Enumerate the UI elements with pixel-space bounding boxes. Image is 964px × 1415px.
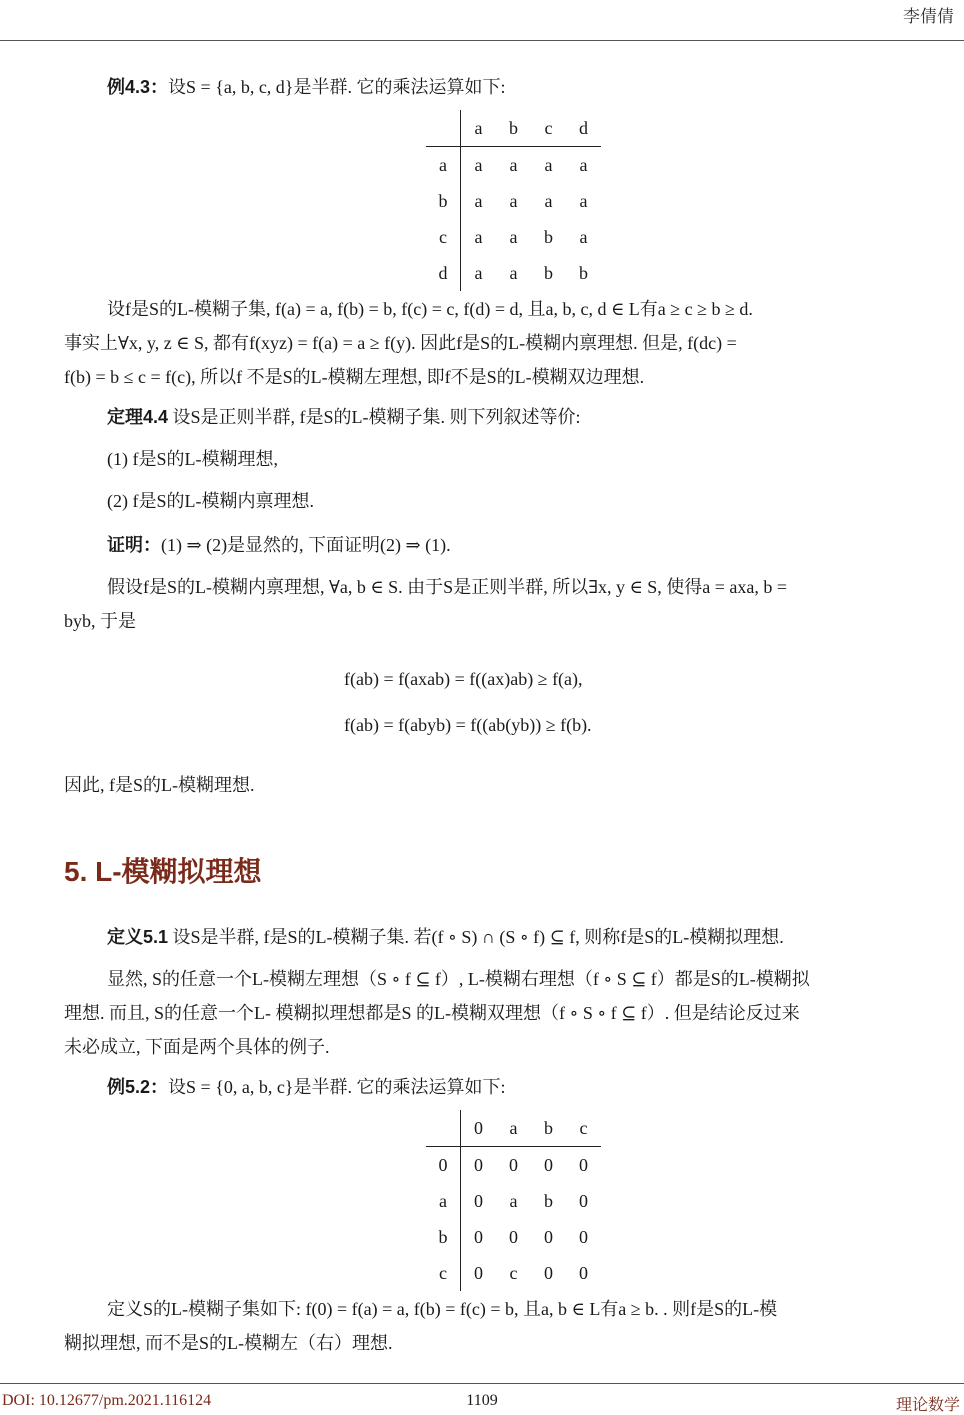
example-text: 设S = {0, a, b, c}是半群. 它的乘法运算如下: xyxy=(168,1077,506,1097)
table-cell: 0 xyxy=(544,1262,553,1283)
example-label: 例5.2： xyxy=(107,1077,169,1097)
proof-conclusion: 因此, f是S的L-模糊理想. xyxy=(64,775,255,795)
table-cell: b xyxy=(544,1190,553,1211)
remark-line: 未必成立, 下面是两个具体的例子. xyxy=(64,1037,330,1057)
equation-2: f(ab) = f(abyb) = f((ab(yb)) ≥ f(b). xyxy=(344,715,592,735)
table-corner xyxy=(426,1110,461,1147)
row-header: a xyxy=(426,147,461,184)
paragraph-line: 设f是S的L-模糊子集, f(a) = a, f(b) = b, f(c) = c, f(d) = d, 且a, b, c, d ∈ L有a ≥ c ≥ b ≥ d. xyxy=(107,299,753,319)
proof-label: 证明： xyxy=(107,535,161,555)
proof-paragraph: byb, 于是 xyxy=(64,611,136,631)
table-row xyxy=(426,1219,601,1255)
row-header: d xyxy=(426,255,461,291)
row-header: b xyxy=(426,1219,461,1255)
proof-text: (1) ⇒ (2)是显然的, 下面证明(2) ⇒ (1). xyxy=(161,535,451,555)
row-header: a xyxy=(426,1183,461,1219)
table-cell: a xyxy=(509,226,518,247)
theorem-item-2: (2) f是S的L-模糊内禀理想. xyxy=(107,491,314,511)
table-cell: 0 xyxy=(579,1226,588,1247)
row-header: c xyxy=(426,1255,461,1291)
row-header: b xyxy=(426,183,461,219)
equation-1: f(ab) = f(axab) = f((ax)ab) ≥ f(a), xyxy=(344,669,583,689)
example-label: 例4.3： xyxy=(107,77,169,97)
table-cell: 0 xyxy=(544,1154,553,1175)
column-header: d xyxy=(566,110,601,147)
table-cell: a xyxy=(474,190,483,211)
theorem-4-4 xyxy=(107,404,581,430)
table-cell: 0 xyxy=(474,1226,483,1247)
page-number: 1109 xyxy=(466,1392,498,1409)
table-cell: a xyxy=(579,226,588,247)
table-row xyxy=(426,1255,601,1291)
theorem-label: 定理4.4 xyxy=(107,407,169,427)
header-divider xyxy=(0,40,964,41)
section-heading: 5. L-模糊拟理想 xyxy=(64,856,262,887)
footer-doi: DOI: 10.12677/pm.2021.116124 xyxy=(2,1392,212,1409)
column-header: c xyxy=(531,110,566,147)
table-cell: a xyxy=(474,226,483,247)
paragraph-line: 定义S的L-模糊子集如下: f(0) = f(a) = a, f(b) = f(c) = b, 且a, b ∈ L有a ≥ b. . 则f是S的L-模 xyxy=(107,1299,778,1319)
definition-label: 定义5.1 xyxy=(107,927,169,947)
table-cell: 0 xyxy=(544,1226,553,1247)
example-4-3 xyxy=(107,74,505,100)
table-cell: c xyxy=(509,1262,518,1283)
table-cell: a xyxy=(474,262,483,283)
theorem-text: 设S是正则半群, f是S的L-模糊子集. 则下列叙述等价: xyxy=(168,407,581,427)
table-cell: 0 xyxy=(579,1154,588,1175)
row-header: c xyxy=(426,219,461,255)
table-cell: a xyxy=(474,154,483,175)
table-cell: b xyxy=(544,226,553,247)
table-cell: 0 xyxy=(509,1154,518,1175)
table-row xyxy=(426,183,601,219)
paragraph-line: 糊拟理想, 而不是S的L-模糊左（右）理想. xyxy=(64,1333,393,1353)
example-5-2 xyxy=(107,1074,505,1100)
column-header: c xyxy=(566,1110,601,1147)
journal-name: 理论数学 xyxy=(895,1397,960,1414)
table-cell: a xyxy=(544,154,553,175)
table-cell: a xyxy=(509,1190,518,1211)
remark-line: 显然, S的任意一个L-模糊左理想（S ∘ f ⊆ f）, L-模糊右理想（f ∘ S ⊆ f）都是S的L-模糊拟 xyxy=(107,969,810,989)
column-header: 0 xyxy=(461,1110,497,1147)
table-cell: a xyxy=(544,190,553,211)
column-header: a xyxy=(496,1110,531,1147)
table-cell: b xyxy=(579,262,588,283)
table-cell: 0 xyxy=(509,1226,518,1247)
multiplication-table-2 xyxy=(426,1110,601,1291)
column-header: b xyxy=(531,1110,566,1147)
table-cell: a xyxy=(509,154,518,175)
table-cell: a xyxy=(509,262,518,283)
remark-line: 理想. 而且, S的任意一个L- 模糊拟理想都是S 的L-模糊双理想（f ∘ S ∘ f ⊆ f）. 但是结论反过来 xyxy=(64,1003,800,1023)
table-cell: b xyxy=(544,262,553,283)
row-header: 0 xyxy=(426,1147,461,1184)
column-header: b xyxy=(496,110,531,147)
multiplication-table-1 xyxy=(426,110,601,291)
proof-paragraph: 假设f是S的L-模糊内禀理想, ∀a, b ∈ S. 由于S是正则半群, 所以∃x, y ∈ S, 使得a = axa, b = xyxy=(107,577,788,597)
example-text: 设S = {a, b, c, d}是半群. 它的乘法运算如下: xyxy=(168,77,506,97)
column-header: a xyxy=(461,110,497,147)
table-row xyxy=(426,1183,601,1219)
table-cell: 0 xyxy=(579,1190,588,1211)
table-cell: a xyxy=(579,190,588,211)
table-corner xyxy=(426,110,461,147)
footer-divider xyxy=(0,1383,964,1384)
table-cell: 0 xyxy=(579,1262,588,1283)
table-cell: 0 xyxy=(474,1154,483,1175)
table-cell: a xyxy=(579,154,588,175)
proof xyxy=(107,532,451,558)
table-cell: 0 xyxy=(474,1262,483,1283)
table-row xyxy=(426,219,601,255)
running-header-author: 李倩倩 xyxy=(903,7,954,26)
table-cell: 0 xyxy=(474,1190,483,1211)
theorem-item-1: (1) f是S的L-模糊理想, xyxy=(107,449,278,469)
definition-5-1 xyxy=(107,924,784,950)
paragraph-line: f(b) = b ≤ c = f(c), 所以f 不是S的L-模糊左理想, 即f不是S的L-模糊双边理想. xyxy=(64,367,645,387)
table-row xyxy=(426,147,601,184)
table-cell: a xyxy=(509,190,518,211)
table-row xyxy=(426,255,601,291)
definition-text: 设S是半群, f是S的L-模糊子集. 若(f ∘ S) ∩ (S ∘ f) ⊆ f, 则称f是S的L-模糊拟理想. xyxy=(168,927,784,947)
paragraph-line: 事实上∀x, y, z ∈ S, 都有f(xyz) = f(a) = a ≥ f(y). 因此f是S的L-模糊内禀理想. 但是, f(dc) = xyxy=(64,333,737,353)
table-row xyxy=(426,1147,601,1184)
